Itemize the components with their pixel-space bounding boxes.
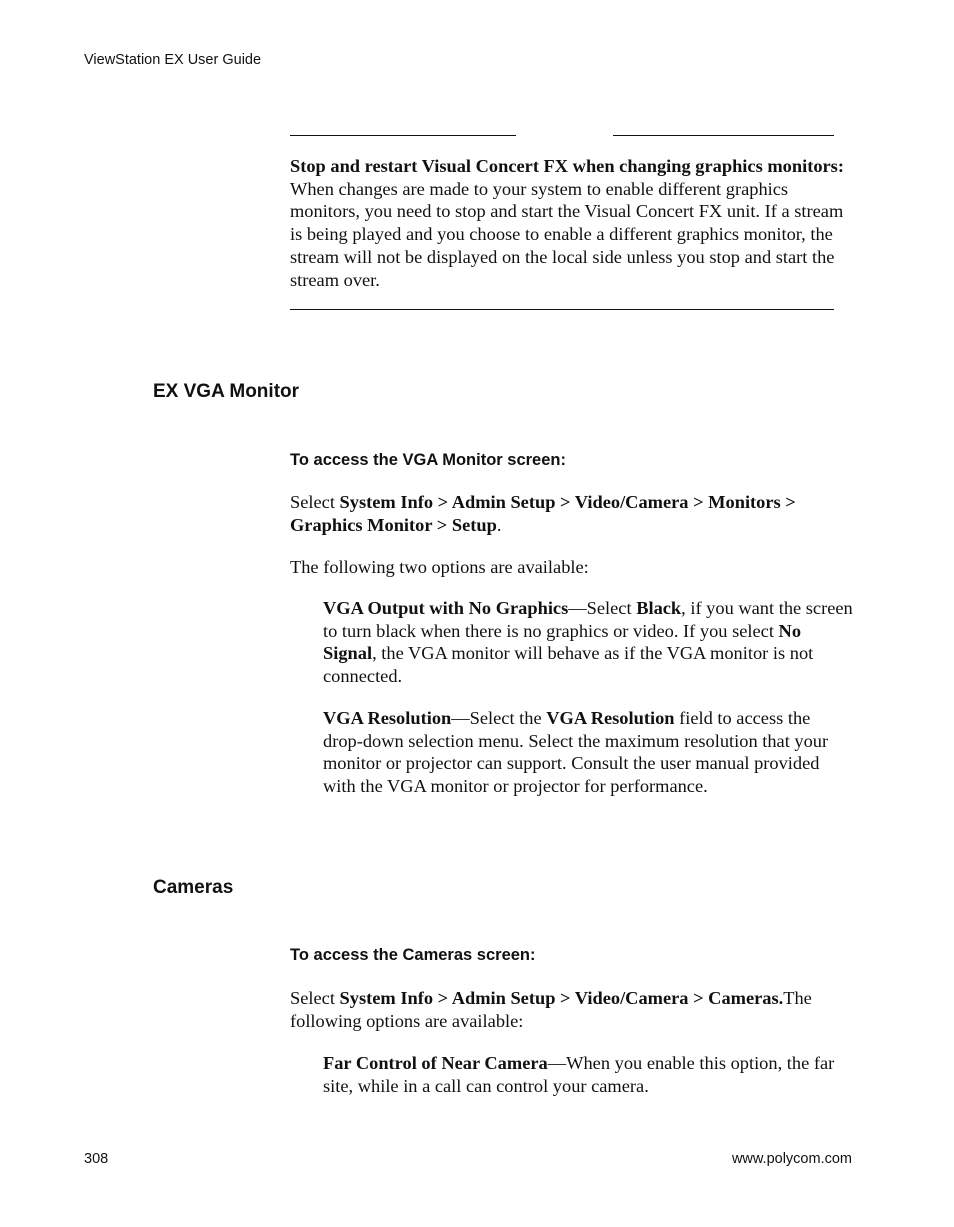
cameras-select-instruction: Select System Info > Admin Setup > Video/Camera > Cameras.The following options are available: [290,988,812,1031]
procedure-title-vga: To access the VGA Monitor screen: [290,451,566,469]
vga-option-output: VGA Output with No Graphics—Select Black, if you want the screen to turn black when there is no graphics or video. If you select No Signal, the VGA monitor will behave as if the VGA monitor is not connected. [323,598,853,687]
website-link[interactable]: www.polycom.com [731,1151,852,1167]
note-body: When changes are made to your system to enable different graphics monitors, you need to stop and start the Visual Concert FX unit. If a stream is being played and you choose to enable a different graphics monitor, the stream will not be displayed on the local side unless you stop and start the stream over. [290,178,844,290]
vga-options-intro: The following two options are available: [290,557,589,577]
running-header: ViewStation EX User Guide [84,52,262,68]
note-bottom-rule [290,309,834,310]
option-name-far-control: Far Control of Near Camera [323,1053,548,1073]
vga-select-instruction: Select System Info > Admin Setup > Video/Camera > Monitors > Graphics Monitor > Setup. [290,492,796,535]
option-name-vga-output: VGA Output with No Graphics [323,598,569,618]
vga-option-resolution: VGA Resolution—Select the VGA Resolution field to access the drop-down selection menu. Select the maximum resolution that your monitor or projector can support. Consult the user manual provided with the VGA monitor or projector for performance. [323,708,829,797]
note-paragraph [290,155,855,291]
cameras-option-far-control: Far Control of Near Camera—When you enable this option, the far site, while in a call can control your camera. [323,1053,835,1096]
section-heading-cameras: Cameras [153,877,234,898]
procedure-title-cameras: To access the Cameras screen: [290,946,536,964]
cameras-menu-path: System Info > Admin Setup > Video/Camera > Cameras. [339,988,784,1008]
option-name-vga-resolution: VGA Resolution [323,708,452,728]
note-top-rule-right [613,135,834,136]
note-top-rule-left [290,135,516,136]
page-number: 308 [84,1151,109,1167]
note-lead: Stop and restart Visual Concert FX when changing graphics monitors: [290,156,844,176]
vga-menu-path: System Info > Admin Setup > Video/Camera > Monitors > Graphics Monitor > Setup [290,492,796,535]
section-heading-vga: EX VGA Monitor [153,381,300,402]
